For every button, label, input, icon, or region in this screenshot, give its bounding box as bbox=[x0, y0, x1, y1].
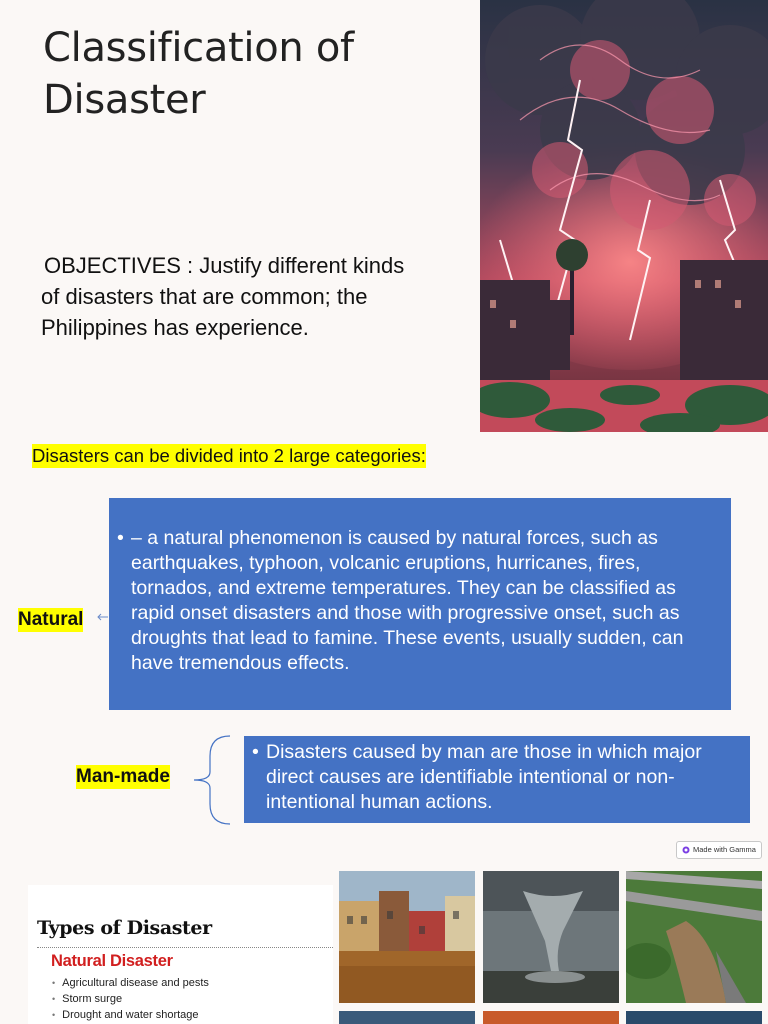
types-heading: Types of Disaster bbox=[37, 917, 212, 939]
tornado-photo bbox=[483, 871, 619, 1003]
landslide-illustration bbox=[626, 871, 762, 1003]
types-of-disaster-card bbox=[28, 885, 333, 1024]
made-with-gamma-badge[interactable] bbox=[676, 841, 762, 859]
natural-label: Natural bbox=[18, 609, 84, 630]
type-list-item: • Agricultural disease and pests bbox=[52, 976, 209, 990]
objectives-line: OBJECTIVES : Justify different kinds bbox=[44, 253, 405, 278]
objectives-text bbox=[41, 250, 461, 343]
objectives-line: Philippines has experience. bbox=[41, 315, 309, 340]
flood-illustration bbox=[339, 871, 475, 1003]
natural-line: earthquakes, typhoon, volcanic eruptions, hurricanes, fires, bbox=[131, 552, 641, 574]
manmade-description-box bbox=[244, 736, 750, 823]
objectives-line: of disasters that are common; the bbox=[41, 284, 368, 309]
natural-description-box bbox=[109, 498, 731, 710]
categories-intro: Disasters can be divided into 2 large categories: bbox=[32, 445, 426, 466]
photo-partial bbox=[483, 1011, 619, 1024]
bullet-icon: • bbox=[252, 741, 259, 763]
page-title: Classification of Disaster bbox=[43, 25, 354, 123]
badge-label: Made with Gamma bbox=[693, 845, 756, 854]
curly-brace-icon bbox=[188, 734, 238, 826]
tornado-illustration bbox=[483, 871, 619, 1003]
natural-line: rapid onset disasters and those with progressive onset, such as bbox=[131, 602, 680, 624]
photo-partial bbox=[339, 1011, 475, 1024]
manmade-line: direct causes are identifiable intentional or non- bbox=[266, 766, 675, 788]
natural-line: droughts that lead to famine. These events, usually sudden, can bbox=[131, 627, 684, 649]
manmade-line: intentional human actions. bbox=[266, 791, 493, 813]
type-list-item: • Drought and water shortage bbox=[52, 1008, 199, 1022]
manmade-line: Disasters caused by man are those in which major bbox=[266, 741, 702, 763]
landslide-photo bbox=[626, 871, 762, 1003]
type-list-item: • Storm surge bbox=[52, 992, 122, 1006]
manmade-label: Man-made bbox=[76, 766, 170, 787]
photo-partial bbox=[626, 1011, 762, 1024]
natural-line: tornados, and extreme temperatures. They can be classified as bbox=[131, 577, 676, 599]
flood-photo bbox=[339, 871, 475, 1003]
bullet-icon: • bbox=[117, 527, 124, 549]
storm-illustration bbox=[480, 0, 768, 432]
natural-disaster-subheading: Natural Disaster bbox=[51, 952, 173, 970]
storm-lightning-image bbox=[480, 0, 768, 432]
arrow-left-icon bbox=[96, 612, 110, 622]
gamma-logo-icon bbox=[682, 846, 690, 854]
natural-line: – a natural phenomenon is caused by natural forces, such as bbox=[131, 527, 658, 549]
divider bbox=[37, 947, 333, 948]
natural-line: have tremendous effects. bbox=[131, 652, 350, 674]
